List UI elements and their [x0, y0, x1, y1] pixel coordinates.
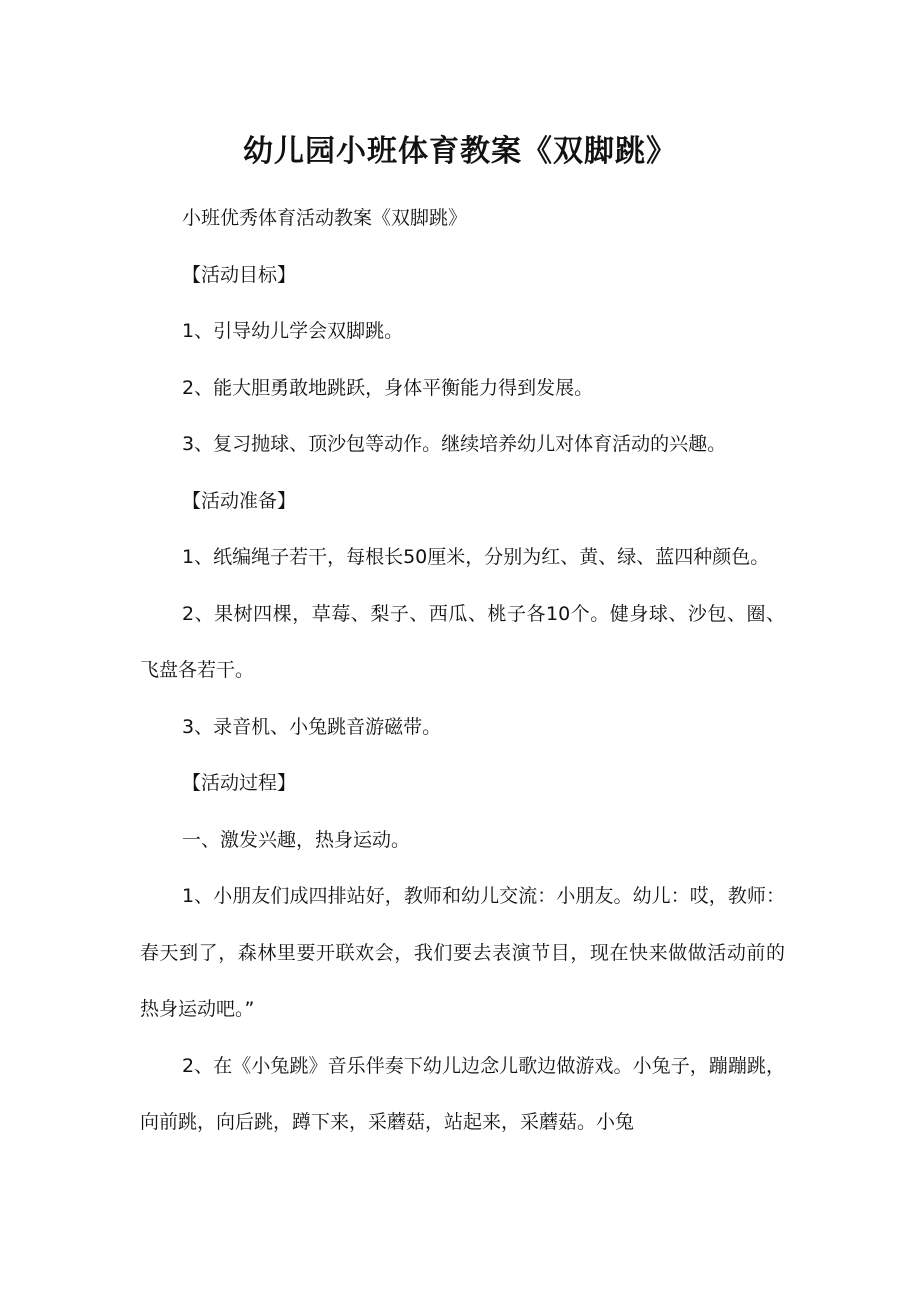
paragraph-subtitle: 小班优秀体育活动教案《双脚跳》	[182, 207, 468, 229]
section-heading-preparation: 【活动准备】	[182, 489, 297, 512]
section-heading-process: 【活动过程】	[182, 772, 297, 794]
goal-item: 1、引导幼儿学会双脚跳。	[182, 320, 404, 342]
document-body	[140, 190, 785, 1151]
preparation-item: 2、果树四棵，草莓、梨子、西瓜、桃子各10个。健身球、沙包、圈、飞盘各若干。	[140, 602, 785, 681]
section-heading-goals: 【活动目标】	[182, 263, 297, 286]
document-title: 幼儿园小班体育教案《双脚跳》	[243, 134, 677, 170]
preparation-item: 3、录音机、小兔跳音游磁带。	[182, 715, 442, 738]
process-item: 2、在《小兔跳》音乐伴奏下幼儿边念儿歌边做游戏。小兔子，蹦蹦跳，向前跳，向后跳，蹲下来，采蘑菇，站起来，采蘑菇。小兔	[140, 1054, 785, 1133]
process-step-heading: 一、激发兴趣，热身运动。	[182, 828, 411, 851]
goal-item: 3、复习抛球、顶沙包等动作。继续培养幼儿对体育活动的兴趣。	[182, 433, 727, 455]
goal-item: 2、能大胆勇敢地跳跃，身体平衡能力得到发展。	[182, 376, 594, 399]
preparation-item: 1、纸编绳子若干，每根长50厘米，分别为红、黄、绿、蓝四种颜色。	[182, 546, 770, 568]
process-item: 1、小朋友们成四排站好，教师和幼儿交流：小朋友。幼儿：哎，教师：春天到了，森林里要开联欢会，我们要去表演节目，现在快来做做活动前的热身运动吧。”	[140, 885, 785, 1020]
